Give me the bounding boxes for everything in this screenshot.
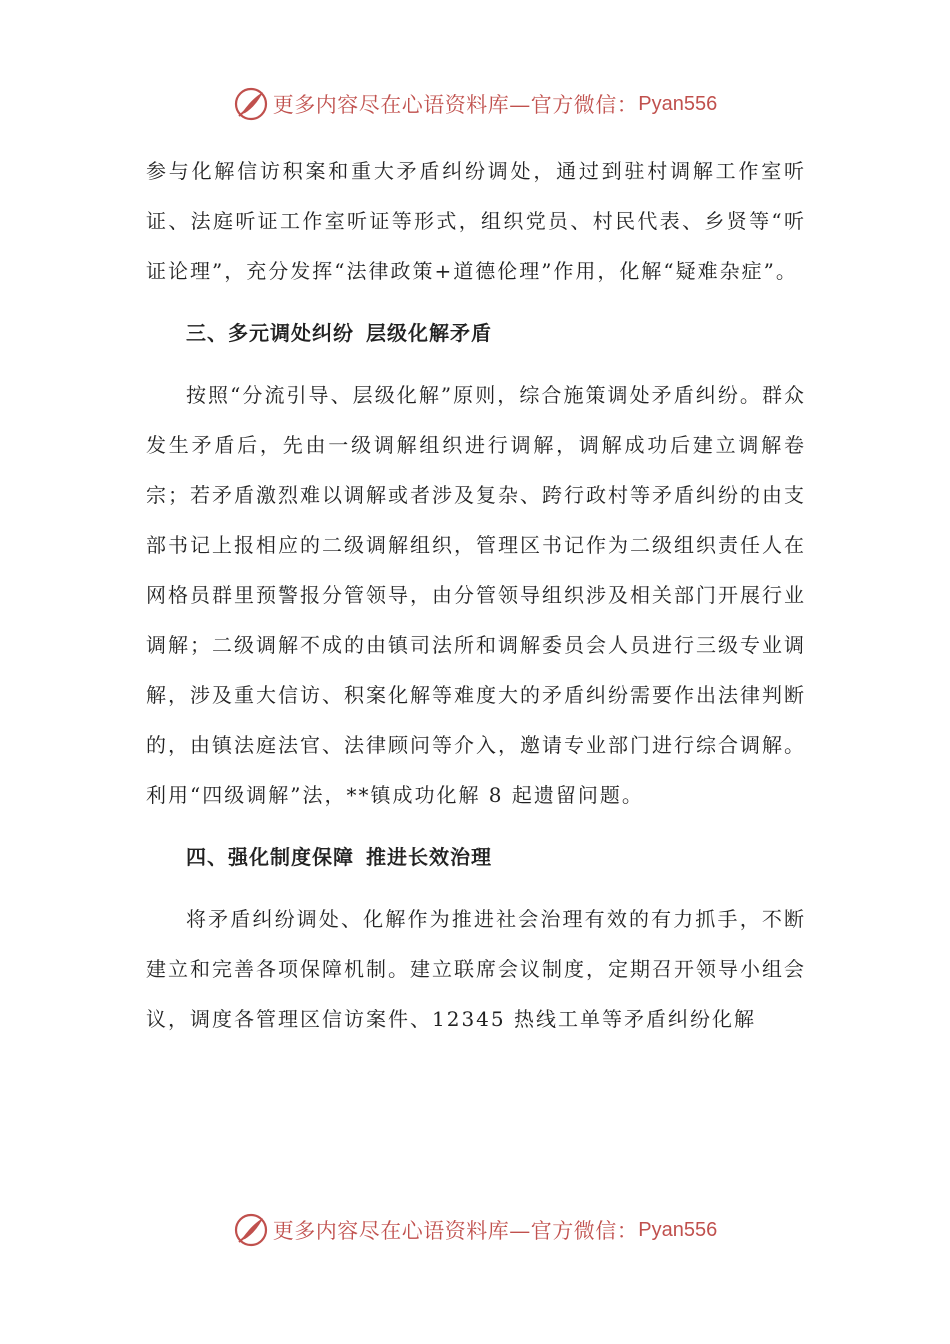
quill-logo-icon: [233, 1212, 269, 1248]
footer-banner: [0, 1208, 950, 1252]
header-banner: [0, 82, 950, 126]
section-heading-4-part-a: 四、强化制度保障: [186, 845, 354, 869]
paragraph-1: 参与化解信访积案和重大矛盾纠纷调处，通过到驻村调解工作室听证、法庭听证工作室听证等形式，组织党员、村民代表、乡贤等“听证论理”，充分发挥“法律政策+道德伦理”作用，化解“疑难杂症”。: [146, 159, 806, 283]
quill-logo-icon: [233, 86, 269, 122]
banner-wechat-id: Pyan556: [638, 92, 718, 115]
paragraph-3: 将矛盾纠纷调处、化解作为推进社会治理有效的有力抓手，不断建立和完善各项保障机制。建立联席会议制度，定期召开领导小组会议，调度各管理区信访案件、12345 热线工单等矛盾纠纷化解: [146, 907, 806, 1031]
footer-banner-wechat-id: Pyan556: [638, 1218, 718, 1241]
paragraph-2: 按照“分流引导、层级化解”原则，综合施策调处矛盾纠纷。群众发生矛盾后，先由一级调解组织进行调解，调解成功后建立调解卷宗；若矛盾激烈难以调解或者涉及复杂、跨行政村等矛盾纠纷的由支部书记上报相应的二级调解组织，管理区书记作为二级组织责任人在网格员群里预警报分管领导，由分管领导组织涉及相关部门开展行业调解；二级调解不成的由镇司法所和调解委员会人员进行三级专业调解，涉及重大信访、积案化解等难度大的矛盾纠纷需要作出法律判断的，由镇法庭法官、法律顾问等介入，邀请专业部门进行综合调解。利用“四级调解”法，**镇成功化解 8 起遗留问题。: [146, 383, 806, 807]
section-heading-3-part-b: 层级化解矛盾: [366, 321, 492, 345]
section-heading-4: [146, 832, 806, 882]
section-heading-3: [146, 308, 806, 358]
footer-banner-text: 更多内容尽在心语资料库—官方微信：: [272, 1219, 639, 1243]
section-heading-4-part-b: 推进长效治理: [366, 845, 492, 869]
document-body: [146, 146, 806, 1044]
banner-text: 更多内容尽在心语资料库—官方微信：: [272, 93, 639, 117]
section-heading-3-part-a: 三、多元调处纠纷: [186, 321, 354, 345]
